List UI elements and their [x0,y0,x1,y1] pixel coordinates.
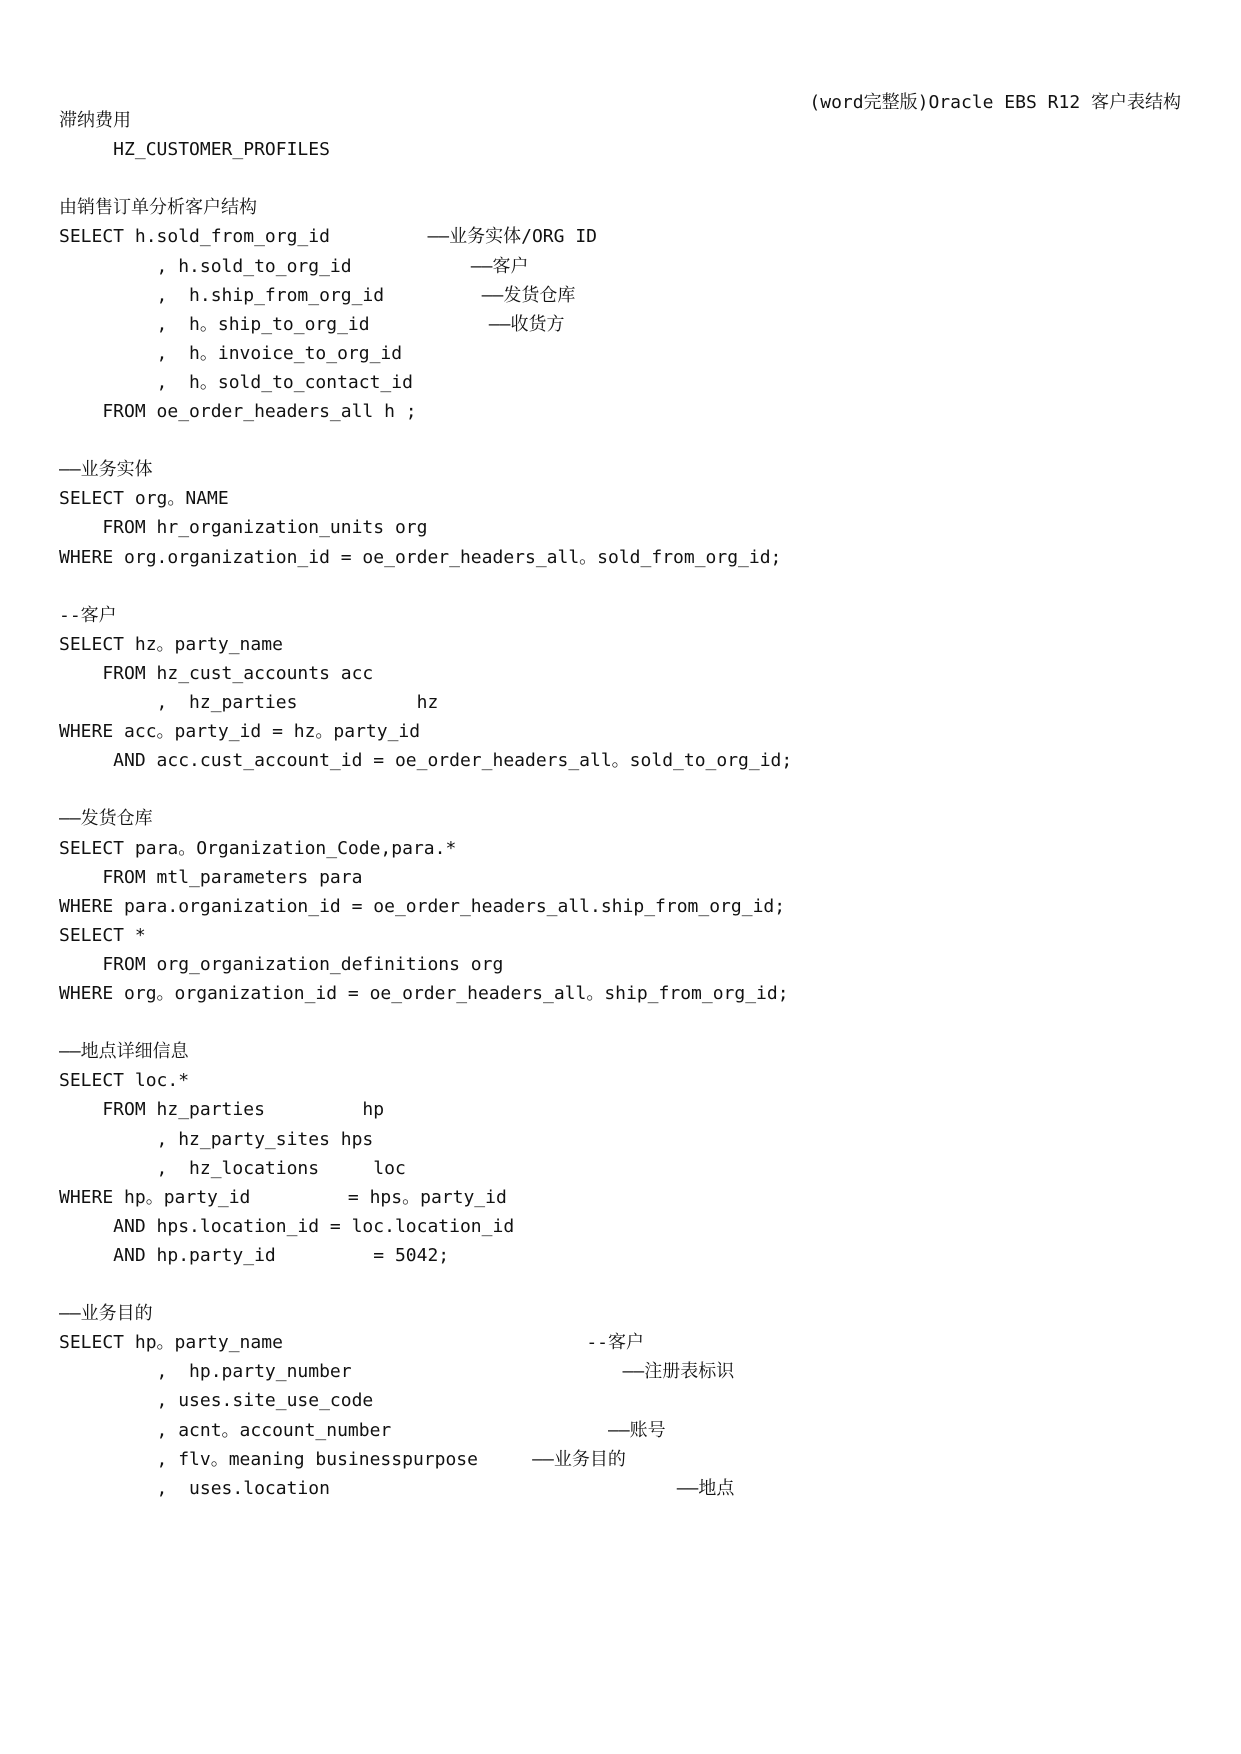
code-line: FROM hz_parties hp [59,1099,385,1120]
code-line: , hz_locations loc [59,1158,406,1179]
code-line: , h。sold_to_contact_id [59,372,413,393]
code-line: , uses.location ——地点 [59,1478,735,1499]
code-line: AND hp.party_id = 5042; [59,1245,450,1266]
code-line: FROM hr_organization_units org [59,517,428,538]
code-line: , hp.party_number ——注册表标识 [59,1361,735,1382]
code-line: , hz_parties hz [59,692,439,713]
code-line: , h。ship_to_org_id ——收货方 [59,314,565,335]
document-header: (word完整版)Oracle EBS R12 客户表结构 [809,92,1181,113]
code-line: AND acc.cust_account_id = oe_order_headers_all。sold_to_org_id; [59,750,793,771]
code-line: SELECT loc.* [59,1070,190,1091]
code-line: FROM mtl_parameters para [59,867,363,888]
code-line: FROM hz_cust_accounts acc [59,663,374,684]
code-line: , uses.site_use_code [59,1390,374,1411]
code-line: 由销售订单分析客户结构 [59,197,257,218]
code-line: 滞纳费用 [59,110,131,131]
code-line: HZ_CUSTOMER_PROFILES [59,139,330,160]
code-line: ——业务实体 [59,459,153,480]
code-line: SELECT h.sold_from_org_id ——业务实体/ORG ID [59,226,597,247]
code-line: WHERE acc。party_id = hz。party_id [59,721,421,742]
code-line: WHERE para.organization_id = oe_order_headers_all.ship_from_org_id; [59,896,786,917]
code-line: , flv。meaning businesspurpose ——业务目的 [59,1449,626,1470]
code-line: SELECT * [59,925,146,946]
code-line: FROM org_organization_definitions org [59,954,504,975]
code-line: SELECT para。Organization_Code,para.* [59,838,457,859]
code-line: --客户 [59,605,117,626]
code-line: ——地点详细信息 [59,1041,189,1062]
code-line: SELECT hp。party_name --客户 [59,1332,645,1353]
code-line: FROM oe_order_headers_all h ; [59,401,417,422]
code-line: , h.sold_to_org_id ——客户 [59,256,529,277]
code-line: SELECT hz。party_name [59,634,283,655]
code-line: WHERE org.organization_id = oe_order_headers_all。sold_from_org_id; [59,547,782,568]
code-line: WHERE hp。party_id = hps。party_id [59,1187,507,1208]
code-line: , acnt。account_number ——账号 [59,1420,666,1441]
code-line: ——业务目的 [59,1303,153,1324]
code-line: ——发货仓库 [59,808,153,829]
code-line: SELECT org。NAME [59,488,229,509]
code-line: , hz_party_sites hps [59,1129,374,1150]
code-line: WHERE org。organization_id = oe_order_headers_all。ship_from_org_id; [59,983,789,1004]
code-line: , h.ship_from_org_id ——发货仓库 [59,285,576,306]
code-line: , h。invoice_to_org_id [59,343,403,364]
code-line: AND hps.location_id = loc.location_id [59,1216,515,1237]
